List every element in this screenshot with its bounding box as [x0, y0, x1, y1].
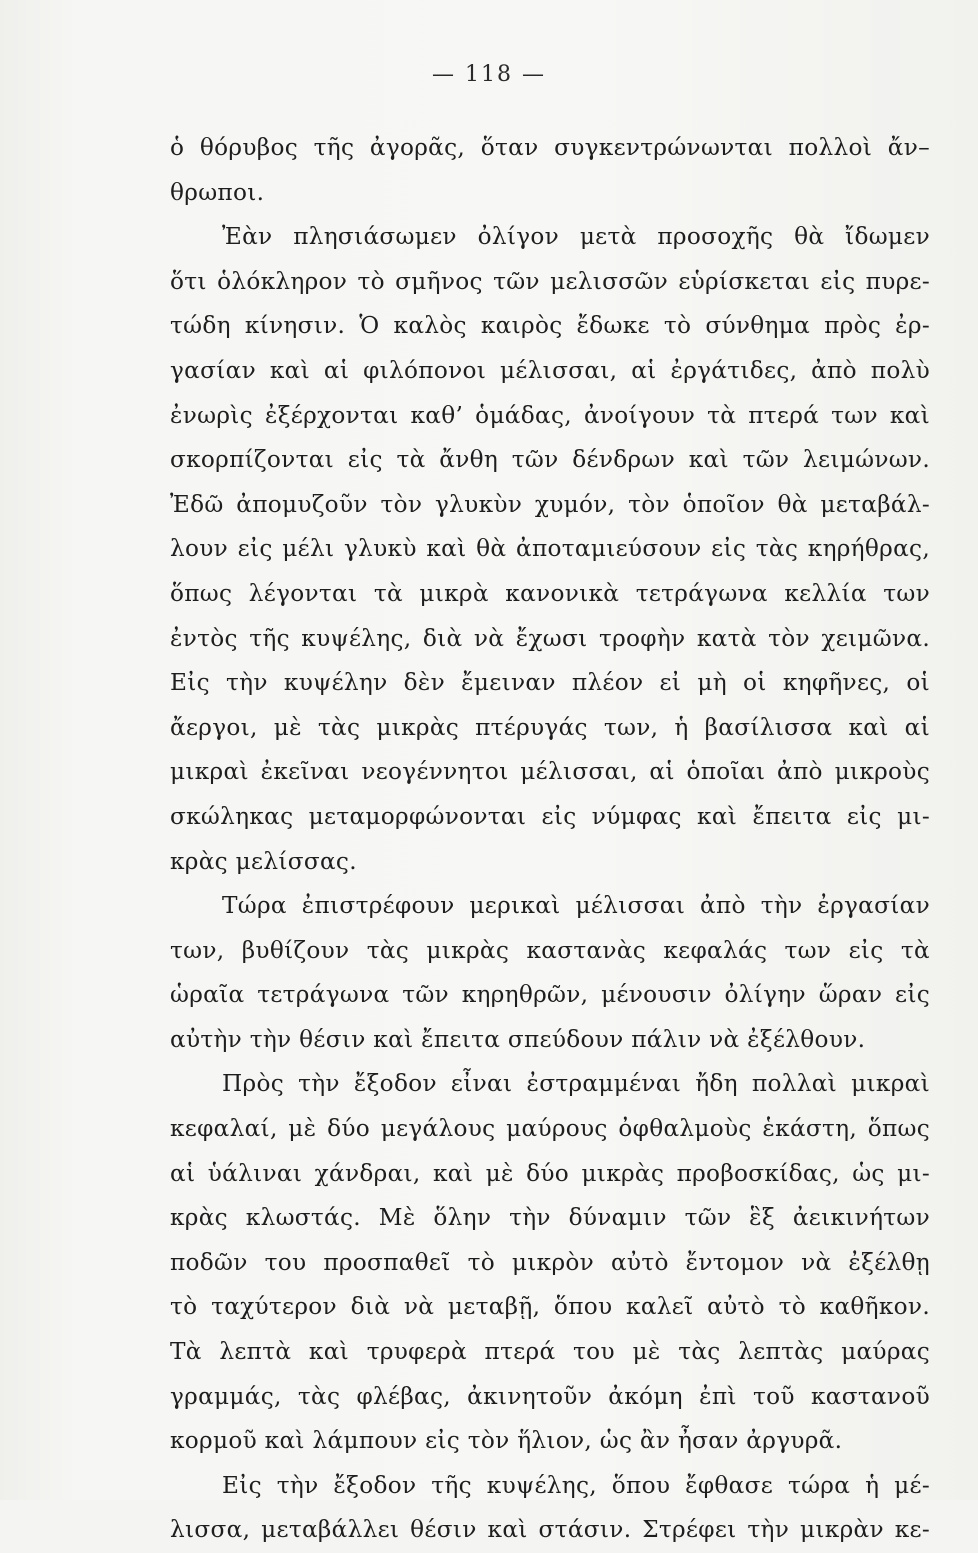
text-line: ὁ θόρυβος τῆς ἀγορᾶς, ὅταν συγκεντρώνωνται πολλοὶ ἄν– — [170, 134, 930, 161]
text-line: τὸ ταχύτερον διὰ νὰ μεταβῇ, ὅπου καλεῖ αὐτὸ τὸ καθῆκον. — [170, 1293, 930, 1321]
text-line: ἐνωρὶς ἐξέρχονται καθ’ ὁμάδας, ἀνοίγουν τὰ πτερά των καὶ — [170, 401, 930, 429]
text-line: λουν εἰς μέλι γλυκὺ καὶ θὰ ἀποταμιεύσουν εἰς τὰς κηρήθρας, — [170, 535, 930, 563]
text-line: Πρὸς τὴν ἔξοδον εἶναι ἐστραμμέναι ἤδη πολλαὶ μικραὶ — [222, 1070, 930, 1098]
text-line: γραμμάς, τὰς φλέβας, ἀκινητοῦν ἀκόμη ἐπὶ τοῦ καστανοῦ — [170, 1382, 930, 1410]
text-line: κρὰς μελίσσας. — [170, 847, 357, 875]
text-line: Εἰς τὴν ἔξοδον τῆς κυψέλης, ὅπου ἔφθασε τώρα ἡ μέ- — [222, 1471, 930, 1499]
text-line: ἐντὸς τῆς κυψέλης, διὰ νὰ ἔχωσι τροφὴν κατὰ τὸν χειμῶνα. — [170, 624, 930, 652]
text-line: τώδη κίνησιν. Ὁ καλὸς καιρὸς ἔδωκε τὸ σύνθημα πρὸς ἐρ- — [170, 312, 930, 340]
text-line: Εἰς τὴν κυψέλην δὲν ἔμειναν πλέον εἰ μὴ οἱ κηφῆνες, οἱ — [170, 669, 930, 697]
body-text — [170, 126, 930, 1553]
text-line: κορμοῦ καὶ λάμπουν εἰς τὸν ἥλιον, ὡς ἂν ἦσαν ἀργυρᾶ. — [170, 1427, 843, 1455]
text-line: Τὰ λεπτὰ καὶ τρυφερὰ πτερά του μὲ τὰς λεπτὰς μαύρας — [170, 1338, 930, 1366]
text-line: ὅπως λέγονται τὰ μικρὰ κανονικὰ τετράγωνα κελλία των — [170, 579, 930, 607]
text-line: θρωποι. — [170, 178, 265, 206]
text-line: ὅτι ὁλόκληρον τὸ σμῆνος τῶν μελισσῶν εὑρίσκεται εἰς πυρε- — [170, 267, 930, 295]
text-line: κεφαλαί, μὲ δύο μεγάλους μαύρους ὀφθαλμοὺς ἑκάστη, ὅπως — [170, 1115, 930, 1143]
text-line: ὡραῖα τετράγωνα τῶν κηρηθρῶν, μένουσιν ὀλίγην ὥραν εἰς — [170, 981, 930, 1009]
text-line: σκορπίζονται εἰς τὰ ἄνθη τῶν δένδρων καὶ τῶν λειμώνων. — [170, 446, 930, 474]
text-line: σκώληκας μεταμορφώνονται εἰς νύμφας καὶ ἔπειτα εἰς μι- — [170, 802, 930, 830]
text-line: λισσα, μεταβάλλει θέσιν καὶ στάσιν. Στρέφει τὴν μικρὰν κε- — [170, 1516, 930, 1544]
text-line: μικραὶ ἐκεῖναι νεογέννητοι μέλισσαι, αἱ ὁποῖαι ἀπὸ μικροὺς — [170, 758, 930, 786]
page-number: — 118 — — [432, 62, 546, 87]
text-line: αἱ ὑάλιναι χάνδραι, καὶ μὲ δύο μικρὰς προβοσκίδας, ὡς μι- — [170, 1159, 930, 1187]
text-line: Ἐδῶ ἀπομυζοῦν τὸν γλυκὺν χυμόν, τὸν ὁποῖον θὰ μεταβάλ- — [170, 490, 930, 518]
text-line: αὐτὴν τὴν θέσιν καὶ ἔπειτα σπεύδουν πάλιν νὰ ἐξέλθουν. — [170, 1025, 866, 1053]
text-line: Ἐὰν πλησιάσωμεν ὀλίγον μετὰ προσοχῆς θὰ ἴδωμεν — [222, 223, 930, 251]
text-line: γασίαν καὶ αἱ φιλόπονοι μέλισσαι, αἱ ἐργάτιδες, ἀπὸ πολὺ — [170, 356, 930, 384]
text-line: των, βυθίζουν τὰς μικρὰς καστανὰς κεφαλάς των εἰς τὰ — [170, 936, 930, 964]
text-line: ἄεργοι, μὲ τὰς μικρὰς πτέρυγάς των, ἡ βασίλισσα καὶ αἱ — [170, 713, 930, 741]
text-line: Τώρα ἐπιστρέφουν μερικαὶ μέλισσαι ἀπὸ τὴν ἐργασίαν — [222, 892, 930, 920]
text-line: κρὰς κλωστάς. Μὲ ὅλην τὴν δύναμιν τῶν ἓξ ἀεικινήτων — [170, 1204, 930, 1232]
text-line: ποδῶν του προσπαθεῖ τὸ μικρὸν αὐτὸ ἔντομον νὰ ἐξέλθῃ — [170, 1248, 930, 1276]
